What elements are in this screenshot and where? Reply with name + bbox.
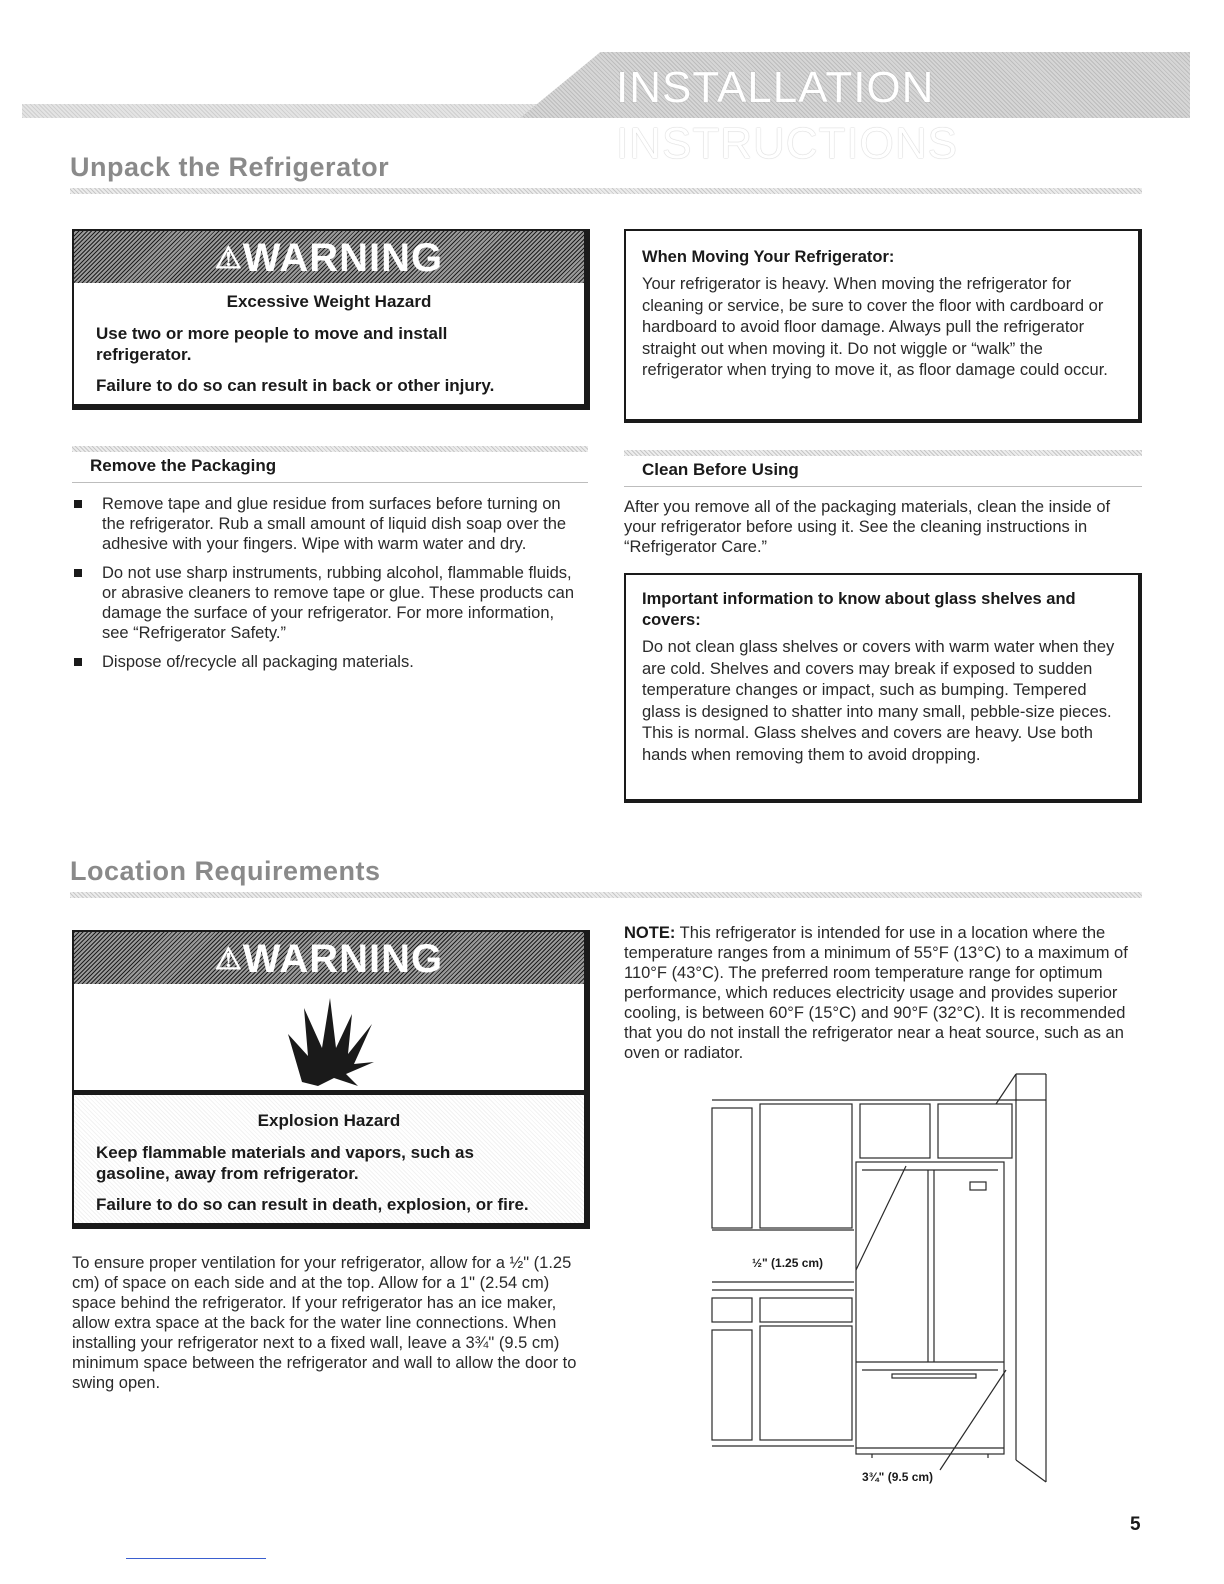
list-item: Do not use sharp instruments, rubbing alcohol, flammable fluids, or abrasive cleaners to remove tape or glue. These products can damage the surface of your refrigerator. For more information, see “Refrigerator Safety.” [74, 563, 578, 643]
weight-warning-box [72, 229, 590, 410]
glass-info-box [624, 573, 1142, 803]
warning-instruction: Keep flammable materials and vapors, such as gasoline, away from refrigerator. [96, 1143, 474, 1183]
wall-gap-label: 3¾" (9.5 cm) [862, 1470, 934, 1484]
warning-instruction: Use two or more people to move and install refrigerator. [96, 324, 448, 364]
explosion-warning-box [72, 930, 590, 1229]
warning-hazard: Explosion Hazard [257, 1111, 401, 1130]
glass-body: Do not clean glass shelves or covers with warm water when they are cold. Shelves and covers may break if exposed to sudden temperature changes or impact, such as bumping. Tempered glass is designed to shatter into many small, pebble-size pieces. This is normal. Glass shelves and covers are heavy. Use both hands when removing them to avoid dropping. [642, 638, 1115, 764]
warning-label: WARNING [242, 236, 444, 280]
warning-consequence: Failure to do so can result in back or other injury. [96, 376, 495, 395]
packaging-rule-top [72, 446, 588, 452]
warning-consequence: Failure to do so can result in death, explosion, or fire. [96, 1195, 529, 1214]
moving-title: When Moving Your Refrigerator: [642, 248, 895, 266]
warning-header [74, 932, 584, 984]
packaging-rule-bottom [72, 482, 588, 483]
note-label: NOTE: [624, 924, 676, 942]
clean-body: After you remove all of the packaging materials, clean the inside of your refrigerator before using it. See the cleaning instructions in “Refrigerator Care.” [624, 498, 1111, 556]
clean-rule-bottom [624, 486, 1142, 487]
warning-label: WARNING [242, 937, 444, 981]
footer-link-line [126, 1558, 266, 1559]
page-number: 5 [1130, 1514, 1141, 1535]
header-title: INSTALLATION INSTRUCTIONS [616, 63, 958, 168]
note-text [624, 923, 1142, 1063]
section-rule-location [70, 892, 1142, 898]
explosion-icon [274, 994, 384, 1086]
list-item: Remove tape and glue residue from surfaces before turning on the refrigerator. Rub a small amount of liquid dish soap over the adhesive with your fingers. Wipe with warm water and dry. [74, 494, 578, 554]
packaging-list [74, 494, 578, 681]
warning-header [74, 231, 584, 283]
section-title-unpack: Unpack the Refrigerator [70, 152, 390, 182]
section-rule-unpack [70, 188, 1142, 194]
list-item: Dispose of/recycle all packaging materials. [74, 652, 578, 672]
clean-title: Clean Before Using [642, 460, 799, 479]
side-gap-label: ½" (1.25 cm) [752, 1256, 824, 1270]
clearance-diagram [706, 1070, 1054, 1490]
ventilation-text: To ensure proper ventilation for your refrigerator, allow for a ½" (1.25 cm) of space on each side and at the top. Allow for a 1" (2.54 cm) space behind the refrigerator. If your refrigerator has an ice maker, allow extra space at the back for the water line connections. When installing your refrigerator next to a fixed wall, leave a 3¾" (9.5 cm) minimum space between the refrigerator and wall to allow the door to swing open. [72, 1254, 577, 1392]
warning-hazard: Excessive Weight Hazard [226, 292, 432, 311]
moving-info-box [624, 229, 1142, 423]
glass-title: Important information to know about glass shelves and covers: [642, 590, 1076, 629]
moving-body: Your refrigerator is heavy. When moving the refrigerator for cleaning or service, be sure to cover the floor with cardboard or hardboard to avoid floor damage. Always pull the refrigerator straight out when moving it. Do not wiggle or “walk” the refrigerator when trying to move it, as floor damage could occur. [642, 275, 1108, 379]
warning-triangle-icon: ⚠ [214, 943, 243, 976]
clean-rule-top [624, 450, 1142, 456]
note-body: This refrigerator is intended for use in a location where the temperature ranges from a minimum of 55°F (13°C) to a maximum of 110°F (43°C). The preferred room temperature range for optimum performance, which reduces electricity usage and provides superior cooling, is between 60°F (15°C) and 90°F (32°C). It is recommended that you do not install the refrigerator near a heat source, such as an oven or radiator. [624, 924, 1128, 1062]
section-title-location: Location Requirements [70, 856, 381, 886]
packaging-title: Remove the Packaging [90, 456, 277, 475]
warning-triangle-icon: ⚠ [214, 242, 243, 275]
